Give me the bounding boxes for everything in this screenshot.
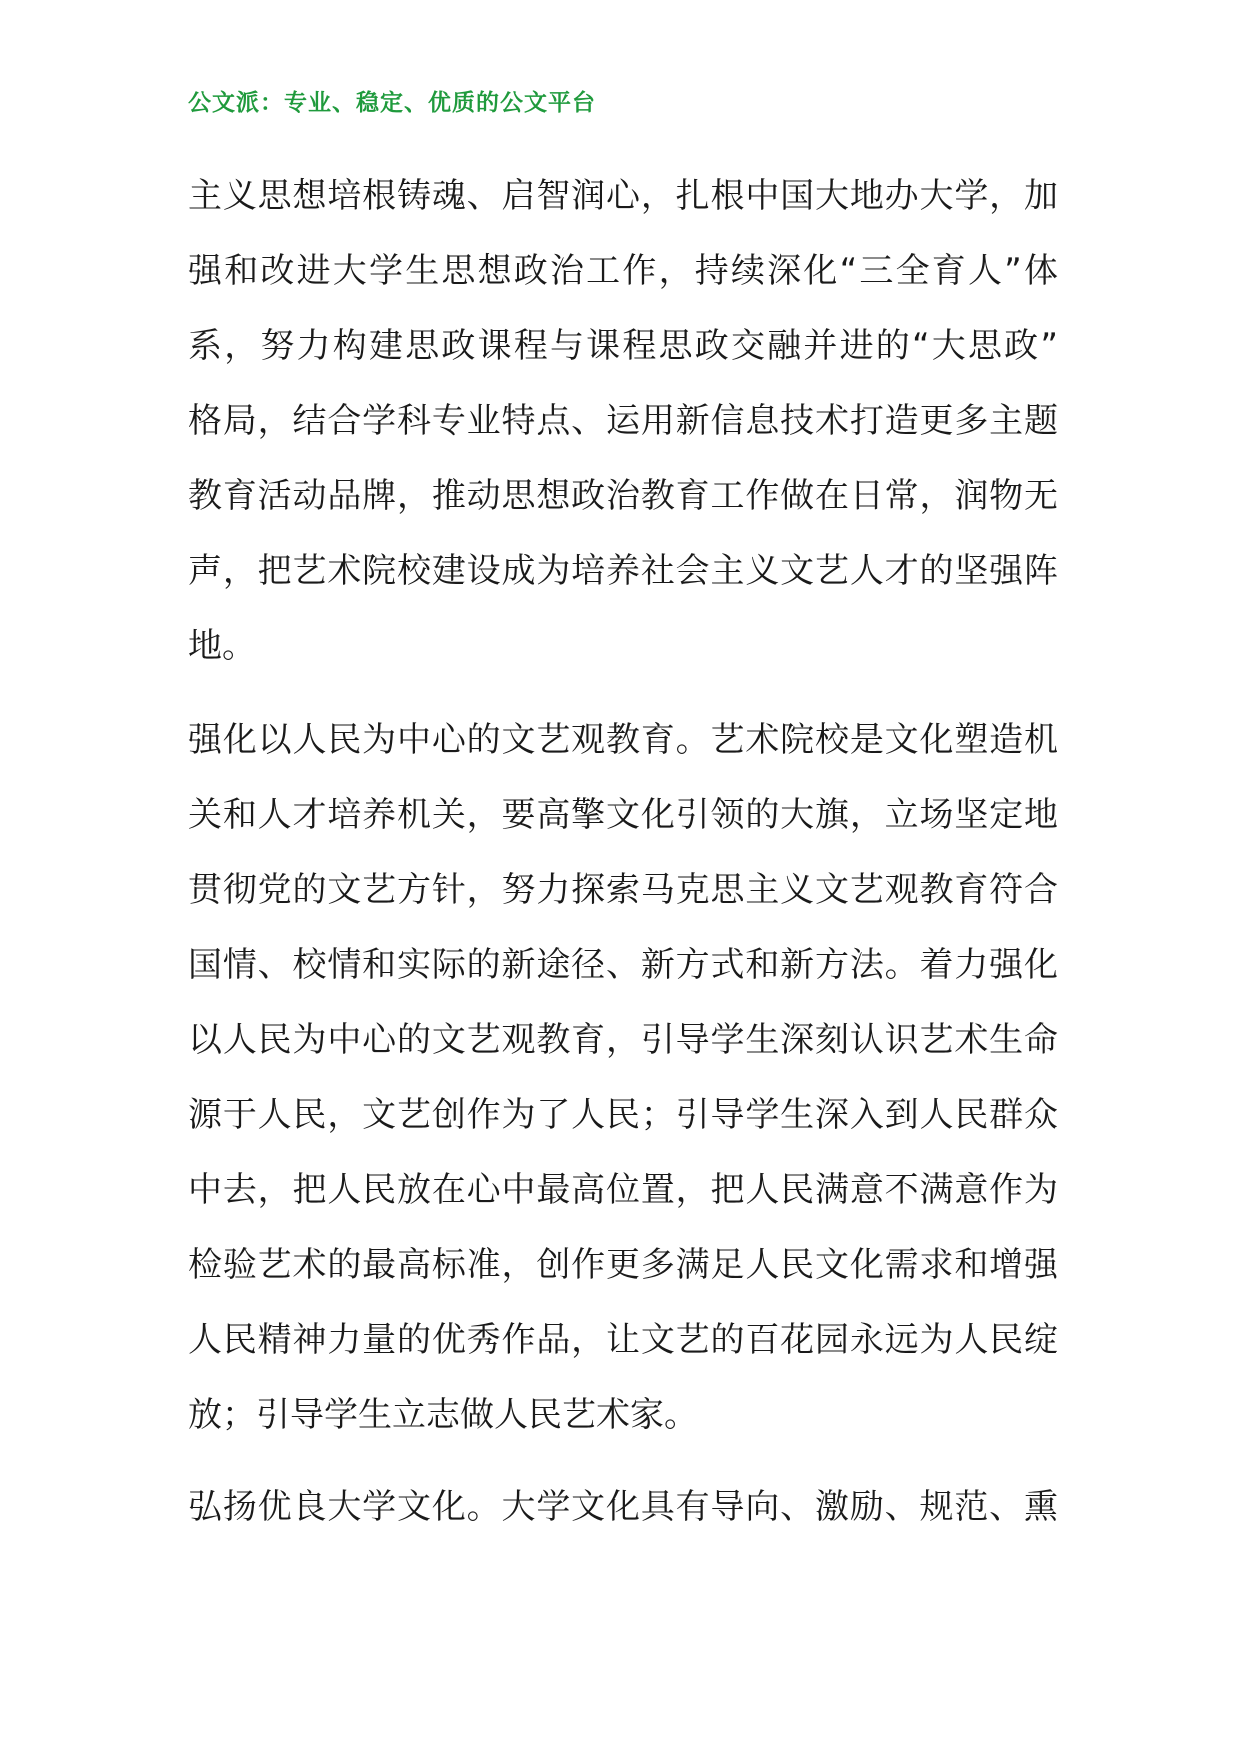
text-line: 人民精神力量的优秀作品，让文艺的百花园永远为人民绽 — [188, 1320, 1058, 1360]
text-line: 以人民为中心的文艺观教育，引导学生深刻认识艺术生命 — [188, 1020, 1058, 1060]
text-line: 格局，结合学科专业特点、运用新信息技术打造更多主题 — [188, 401, 1058, 441]
text-line: 系，努力构建思政课程与课程思政交融并进的“大思政” — [188, 326, 1058, 366]
text-line: 国情、校情和实际的新途径、新方式和新方法。着力强化 — [188, 945, 1058, 985]
text-line: 主义思想培根铸魂、启智润心，扎根中国大地办大学，加 — [188, 176, 1058, 216]
text-line: 强和改进大学生思想政治工作，持续深化“三全育人”体 — [188, 251, 1058, 291]
paragraph-1 — [188, 159, 1058, 684]
text-line: 教育活动品牌，推动思想政治教育工作做在日常，润物无 — [188, 476, 1058, 516]
page-header: 公文派：专业、稳定、优质的公文平台 — [188, 89, 596, 116]
text-line: 声，把艺术院校建设成为培养社会主义文艺人才的坚强阵 — [188, 551, 1058, 591]
text-line: 检验艺术的最高标准，创作更多满足人民文化需求和增强 — [188, 1245, 1058, 1285]
text-line: 强化以人民为中心的文艺观教育。艺术院校是文化塑造机 — [188, 720, 1058, 760]
paragraph-3 — [188, 1470, 1058, 1545]
text-line: 贯彻党的文艺方针，努力探索马克思主义文艺观教育符合 — [188, 870, 1058, 910]
text-line: 关和人才培养机关，要高擎文化引领的大旗，立场坚定地 — [188, 795, 1058, 835]
text-line: 源于人民，文艺创作为了人民；引导学生深入到人民群众 — [188, 1095, 1058, 1135]
text-line: 中去，把人民放在心中最高位置，把人民满意不满意作为 — [188, 1170, 1058, 1210]
text-line: 地。 — [188, 626, 256, 666]
text-line: 弘扬优良大学文化。大学文化具有导向、激励、规范、熏 — [188, 1487, 1058, 1527]
text-line: 放；引导学生立志做人民艺术家。 — [188, 1395, 698, 1435]
paragraph-2 — [188, 703, 1058, 1453]
